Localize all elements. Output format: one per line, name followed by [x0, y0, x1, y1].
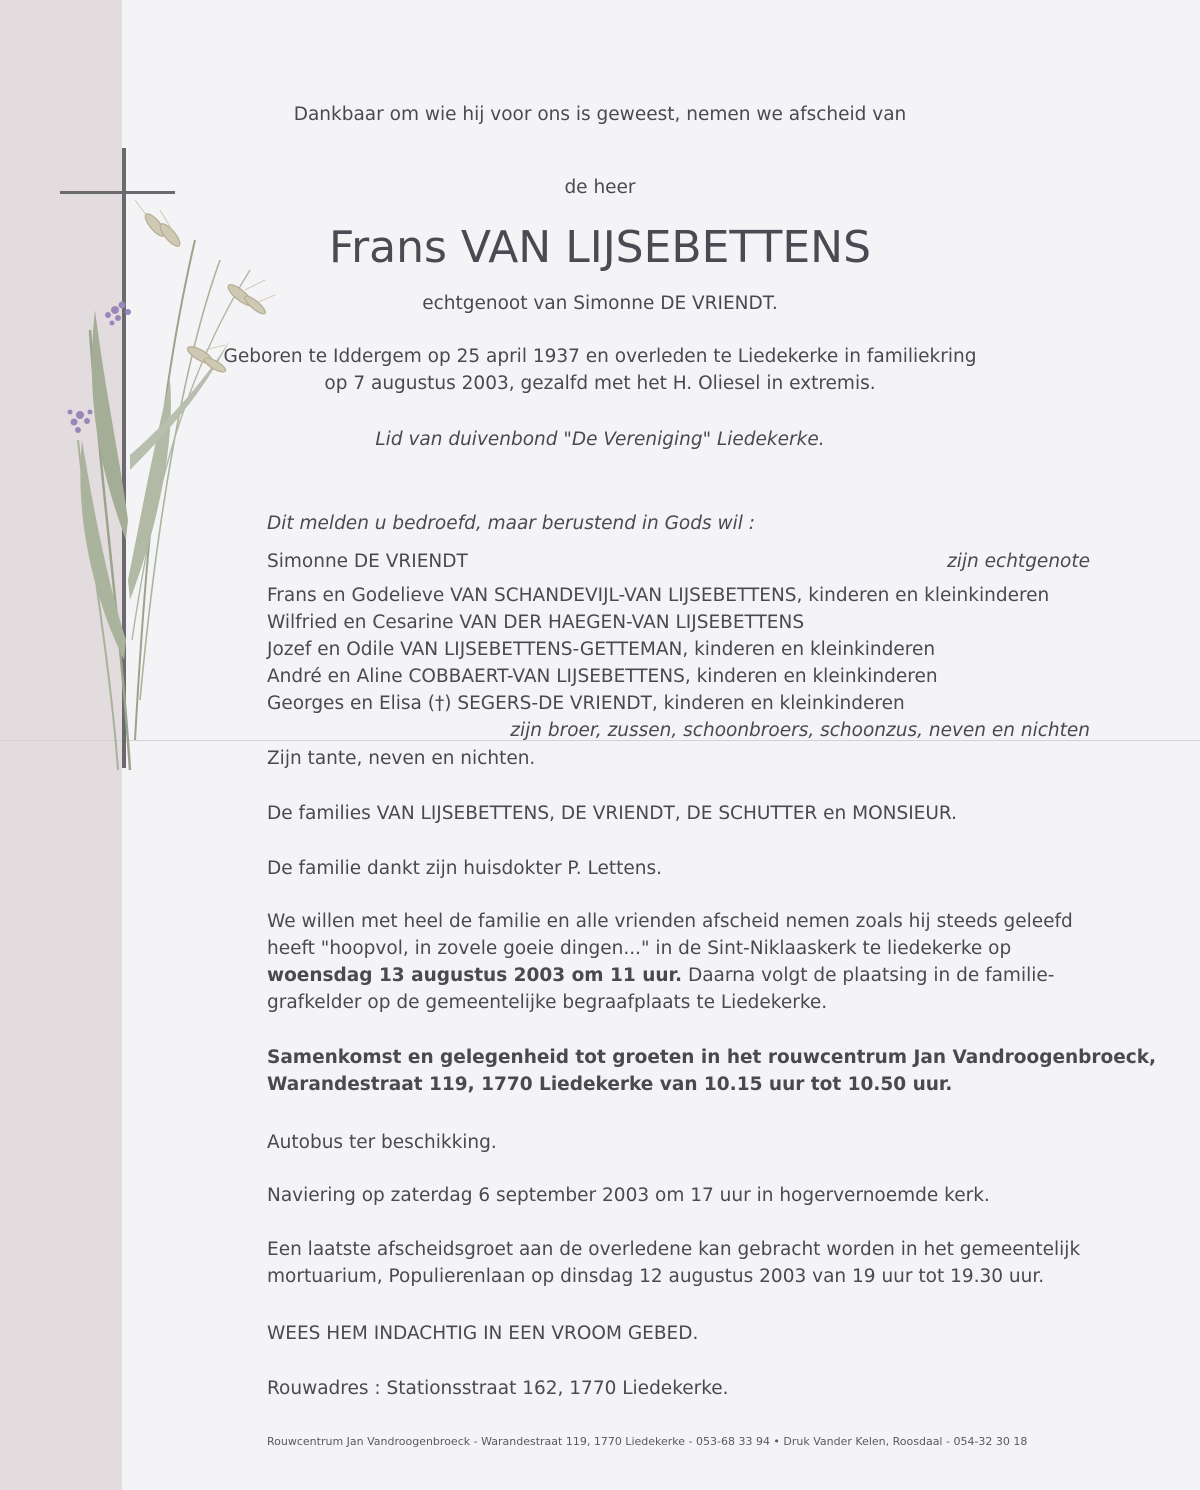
spouse-line: echtgenoot van Simonne DE VRIENDT.: [422, 293, 778, 314]
thanks-line: De familie dankt zijn huisdokter P. Lettens.: [267, 858, 662, 879]
birth-line-2: op 7 augustus 2003, gezalfd met het H. Oliesel in extremis.: [324, 373, 876, 394]
spouse-name: Simonne DE VRIENDT: [267, 551, 468, 572]
prayer-line: WEES HEM INDACHTIG IN EEN VROOM GEBED.: [267, 1323, 699, 1344]
bus-line: Autobus ter beschikking.: [267, 1132, 497, 1153]
mortuary-line-2: mortuarium, Populierenlaan op dinsdag 12 augustus 2003 van 19 uur tot 19.30 uur.: [267, 1266, 1045, 1287]
announce-line: Dit melden u bedroefd, maar berustend in Gods wil :: [267, 513, 756, 534]
family-line: André en Aline COBBAERT-VAN LIJSEBETTENS, kinderen en kleinkinderen: [267, 666, 938, 687]
service-line-4: grafkelder op de gemeentelijke begraafplaats te Liedekerke.: [267, 992, 828, 1013]
aunt-line: Zijn tante, neven en nichten.: [267, 748, 536, 769]
families-line: De families VAN LIJSEBETTENS, DE VRIENDT, DE SCHUTTER en MONSIEUR.: [267, 803, 957, 824]
deceased-name: Frans VAN LIJSEBETTENS: [328, 222, 872, 273]
service-line-3-rest: Daarna volgt de plaatsing in de familie-: [682, 965, 1055, 986]
gathering-line-1: Samenkomst en gelegenheid tot groeten in het rouwcentrum Jan Vandroogenbroeck,: [267, 1047, 1157, 1068]
service-line-1: We willen met heel de familie en alle vrienden afscheid nemen zoals hij steeds geleefd: [267, 911, 1073, 932]
gathering-line-2: Warandestraat 119, 1770 Liedekerke van 10.15 uur tot 10.50 uur.: [267, 1074, 953, 1095]
club-line: Lid van duivenbond "De Vereniging" Liedekerke.: [375, 429, 825, 450]
spouse-role: zijn echtgenote: [947, 551, 1090, 572]
footer-line: Rouwcentrum Jan Vandroogenbroeck - Warandestraat 119, 1770 Liedekerke - 053-68 33 94 • Druk Vander Kelen, Roosdaal - 054-32 30 18: [267, 1435, 1028, 1448]
address-line: Rouwadres : Stationsstraat 162, 1770 Liedekerke.: [267, 1378, 729, 1399]
intro-text: Dankbaar om wie hij voor ons is geweest, nemen we afscheid van: [293, 104, 907, 125]
service-date: woensdag 13 augustus 2003 om 11 uur.: [267, 965, 683, 986]
family-line: Wilfried en Cesarine VAN DER HAEGEN-VAN LIJSEBETTENS: [267, 612, 805, 633]
relation-line: zijn broer, zussen, schoonbroers, schoonzus, neven en nichten: [510, 720, 1090, 741]
birth-line-1: Geboren te Iddergem op 25 april 1937 en overleden te Liedekerke in familiekring: [223, 346, 977, 367]
family-line: Frans en Godelieve VAN SCHANDEVIJL-VAN LIJSEBETTENS, kinderen en kleinkinderen: [267, 585, 1050, 606]
family-line: Georges en Elisa (†) SEGERS-DE VRIENDT, kinderen en kleinkinderen: [267, 693, 905, 714]
service-line-2: heeft "hoopvol, in zovele goeie dingen..." in de Sint-Niklaaskerk te liedekerke op: [267, 938, 1012, 959]
service-line-3: [267, 964, 1054, 988]
mortuary-line-1: Een laatste afscheidsgroet aan de overledene kan gebracht worden in het gemeentelijk: [267, 1239, 1081, 1260]
family-line: Jozef en Odile VAN LIJSEBETTENS-GETTEMAN, kinderen en kleinkinderen: [267, 639, 936, 660]
after-service-line: Naviering op zaterdag 6 september 2003 om 17 uur in hogervernoemde kerk.: [267, 1185, 990, 1206]
salutation: de heer: [564, 177, 636, 198]
